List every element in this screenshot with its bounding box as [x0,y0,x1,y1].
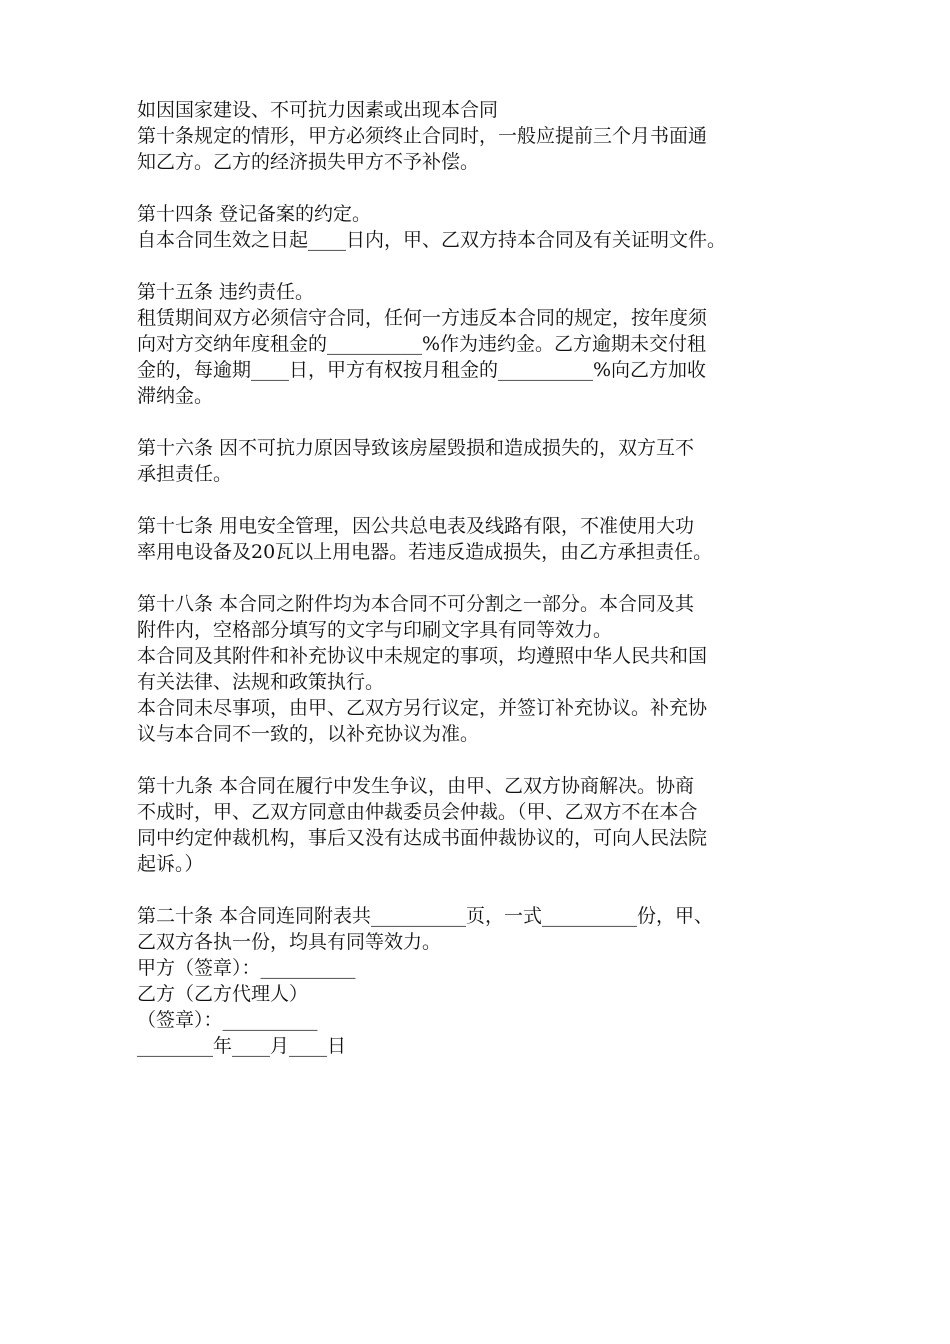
text-line: 率用电设备及20瓦以上用电器。若违反造成损失，由乙方承担责任。 [137,541,713,563]
date-line: ________年____月____日 [137,1035,347,1057]
article-heading: 第十六条 因不可抗力原因导致该房屋毁损和造成损失的，双方互不 [137,437,695,459]
text-line: 知乙方。乙方的经济损失甲方不予补偿。 [137,151,480,173]
text-line: 向对方交纳年度租金的__________%作为违约金。乙方逾期未交付租 [137,333,707,355]
text-line: 起诉。） [137,853,204,875]
paragraph-article-15 [137,279,837,409]
article-heading: 第二十条 本合同连同附表共__________页，一式__________份，甲、 [137,905,714,927]
text-line: 附件内，空格部分填写的文字与印刷文字具有同等效力。 [137,619,613,641]
article-heading: 第十八条 本合同之附件均为本合同不可分割之一部分。本合同及其 [137,593,695,615]
text-line: 第十条规定的情形，甲方必须终止合同时，一般应提前三个月书面通 [137,125,708,147]
text-line: 租赁期间双方必须信守合同，任何一方违反本合同的规定，按年度须 [137,307,708,329]
text-line: 滞纳金。 [137,385,214,407]
paragraph-termination [137,97,837,175]
text-line: 承担责任。 [137,463,233,485]
party-b-label: 乙方（乙方代理人） [137,983,309,1005]
article-heading: 第十五条 违约责任。 [137,281,315,303]
paragraph-article-18 [137,591,837,747]
article-heading: 第十四条 登记备案的约定。 [137,203,372,225]
text-line: 自本合同生效之日起____日内，甲、乙双方持本合同及有关证明文件。 [137,229,727,251]
text-line: 本合同未尽事项，由甲、乙双方另行议定，并签订补充协议。补充协 [137,697,708,719]
text-line: 不成时，甲、乙双方同意由仲裁委员会仲裁。（甲、乙双方不在本合 [137,801,698,823]
text-line: 金的，每逾期____日，甲方有权按月租金的__________%向乙方加收 [137,359,707,381]
paragraph-article-14 [137,201,837,253]
contract-body [137,97,837,1059]
text-line: 议与本合同不一致的，以补充协议为准。 [137,723,480,745]
paragraph-article-19 [137,773,837,877]
article-heading: 第十九条 本合同在履行中发生争议，由甲、乙双方协商解决。协商 [137,775,695,797]
paragraph-article-17 [137,513,837,565]
text-line: 本合同及其附件和补充协议中未规定的事项，均遵照中华人民共和国 [137,645,708,667]
party-b-signature-line: （签章）：__________ [137,1009,318,1031]
paragraph-article-16 [137,435,837,487]
party-a-signature-line: 甲方（签章）：__________ [137,957,356,979]
text-line: 同中约定仲裁机构，事后又没有达成书面仲裁协议的，可向人民法院 [137,827,708,849]
text-line: 乙双方各执一份，均具有同等效力。 [137,931,442,953]
article-heading: 第十七条 用电安全管理，因公共总电表及线路有限，不准使用大功 [137,515,695,537]
paragraph-article-20-signatures [137,903,837,1059]
text-line: 如因国家建设、不可抗力因素或出现本合同 [137,99,499,121]
text-line: 有关法律、法规和政策执行。 [137,671,385,693]
